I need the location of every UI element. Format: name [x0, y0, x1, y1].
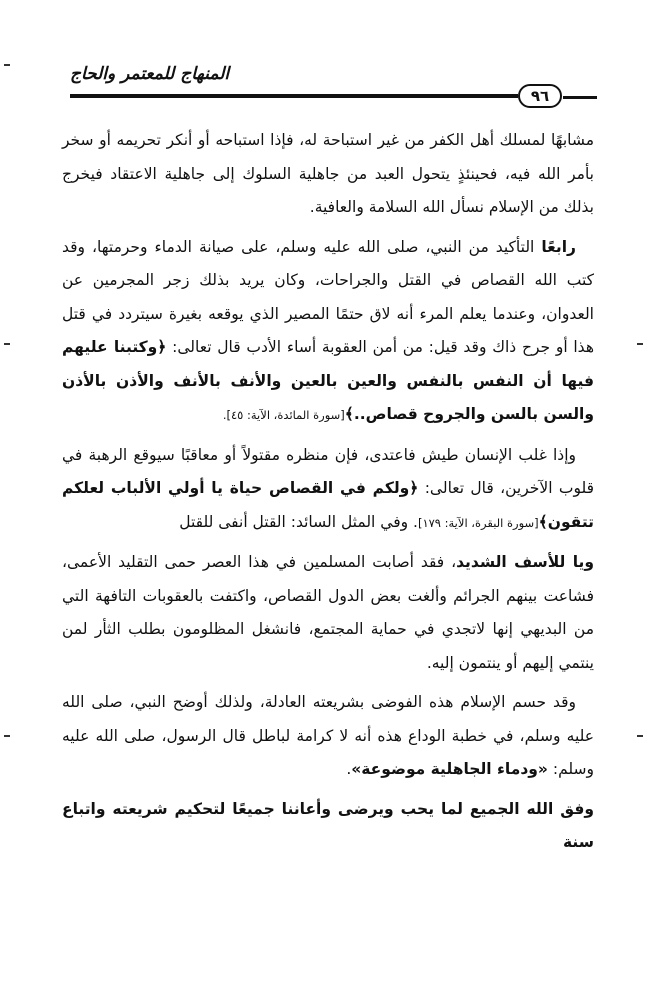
margin-mark — [4, 64, 10, 66]
margin-mark — [637, 735, 643, 737]
bold-text: ويا للأسف الشديد — [456, 553, 594, 571]
text-run: التأكيد من النبي، صلى الله عليه وسلم، على صيانة الدماء وحرمتها، وقد كتب الله القصاص في القتل والجراحات، وكان يريد بذلك زجر المجرمين عن العدوان، وعندما يعلم المرء أنه لاق حتمًا المصير الذي يوقعه بغيرة سيتردد في قتل هذا أو جرح ذاك وقد قيل: من أمن العقوبة أساء الأدب قال تعالى: — [62, 237, 594, 356]
citation: [سورة البقرة، الآية: ١٧٩] — [417, 515, 539, 530]
bold-text: ﴿ولكم في القصاص حياة يا أولي الألباب لعلكم تتقون﴾ — [62, 479, 594, 531]
paragraph — [62, 231, 594, 433]
margin-mark — [4, 735, 10, 737]
bold-text: وفق الله الجميع لما يحب ويرضى وأعاننا جميعًا لتحكيم شريعته واتباع سنة — [62, 799, 594, 851]
header-rule-right — [563, 96, 597, 99]
text-run: وإذا غلب الإنسان طيش فاعتدى، فإن منظره مقتولاً أو معاقبًا سيوقع الرهبة في قلوب الآخرين، قال تعالى: — [62, 445, 594, 497]
paragraph — [62, 793, 594, 860]
text-run: مشابهًا لمسلك أهل الكفر من غير استباحة له، فإذا استباحه أو أنكر تحريمه أو سخر بأمر الله فيه، فحينئذٍ يتحول العبد من جاهلية السلوك إلى جاهلية الاعتقاد فيخرج بذلك من الإسلام نسأل الله السلامة والعافية. — [62, 131, 594, 216]
bold-text: «ودماء الجاهلية موضوعة» — [351, 760, 548, 778]
paragraph — [62, 439, 594, 541]
text-run: . — [346, 760, 352, 778]
paragraph — [62, 686, 594, 787]
bold-text: ﴿وكتبنا عليهم فيها أن النفس بالنفس والعين بالعين والأنف بالأنف والأذن بالأذن والسن بالسن والجروح قصاص..﴾ — [62, 338, 594, 423]
page-number: ٩٦ — [518, 84, 562, 108]
text-run: وقد حسم الإسلام هذه الفوضى بشريعته العادلة، ولذلك أوضح النبي، صلى الله عليه وسلم، في خطبة الوداع هذه أنه لا كرامة لباطل قال الرسول، صلى الله عليه وسلم: — [62, 693, 594, 778]
header-rule — [70, 94, 518, 98]
text-run: . وفي المثل السائد: القتل أنفى للقتل — [179, 512, 418, 531]
body-text — [62, 124, 594, 866]
paragraph — [62, 546, 594, 680]
bold-text: رابعًا — [541, 237, 576, 256]
paragraph — [62, 124, 594, 225]
margin-mark — [637, 343, 643, 345]
citation: [سورة المائدة، الآية: ٤٥]. — [222, 408, 345, 422]
running-title: المنهاج للمعتمر والحاج — [70, 64, 230, 84]
text-run: ، فقد أصابت المسلمين في هذا العصر حمى التقليد الأعمى، فشاعت بينهم الجرائم وألغت بعض الدول القصاص، واكتفت بالعقوبات التافهة التي من البديهي إنها لاتجدي في حماية المجتمع، فانشغل المظلومون بطلب الثأر لمن ينتمي إليهم أو ينتمون إليه. — [62, 553, 594, 672]
margin-mark — [4, 343, 10, 345]
